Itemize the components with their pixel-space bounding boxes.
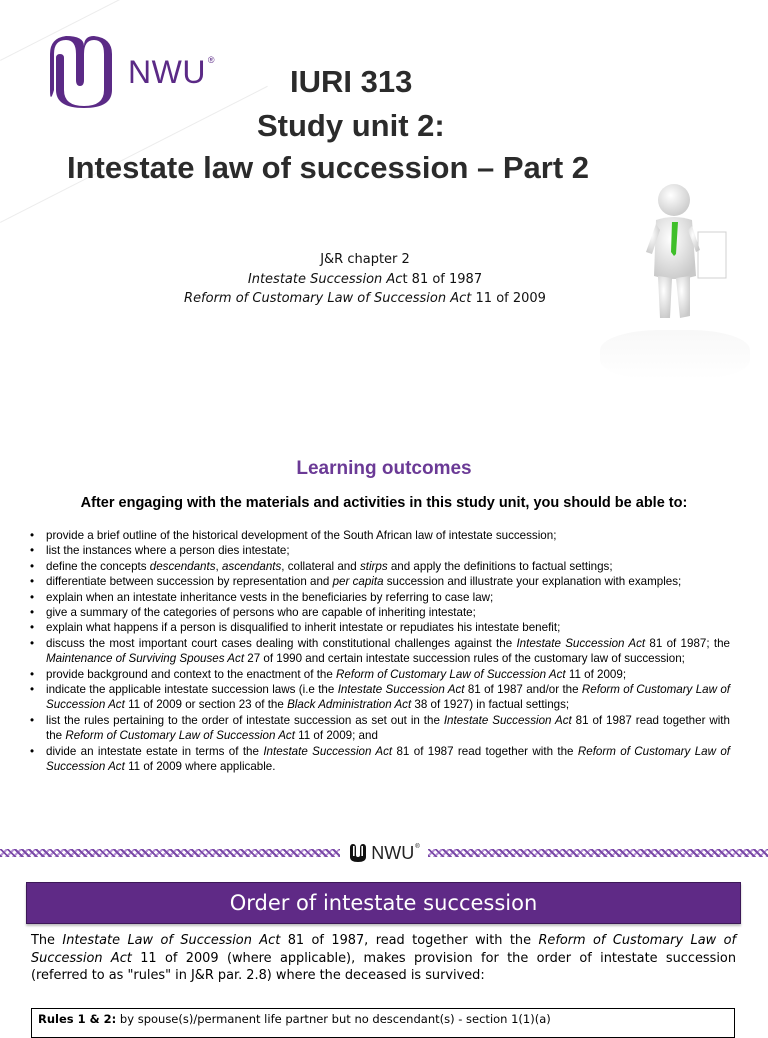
text-run: give a summary of the categories of persons who are capable of inheriting intestate; [46,606,476,620]
text-run: 81 of 1987 read together with the [46,713,730,743]
learning-outcome-item [30,528,730,543]
text-run: differentiate between succession by representation and [46,575,333,589]
learning-outcome-item [30,543,730,558]
nwu-logo [46,34,215,110]
divider-pattern-right [428,849,768,857]
text-run: 38 of 1927) in factual settings; [411,698,570,712]
italic-text: Black Administration Act [287,698,412,712]
text-run: 11 of 2009 where applicable. [124,760,276,774]
italic-text: per capita [332,575,384,589]
italic-text: ascendants [221,559,282,573]
rule-text: by spouse(s)/permanent life partner but no descendant(s) - section 1(1)(a) [116,1012,551,1026]
nwu-wordmark: NWU [128,53,206,90]
learning-outcome-item [30,667,730,682]
divider-wordmark: NWU [371,842,415,863]
text-run: list the instances where a person dies intestate; [46,544,290,558]
intro-paragraph [31,932,736,985]
text-run: 11 of 2009; and [294,729,378,743]
figure-reflection [600,330,750,380]
learning-outcomes-list [30,528,730,775]
text-run: 11 of 2009 or section 23 of the [124,698,288,712]
italic-text: Reform of Customary Law of Succession Act [31,933,736,966]
learning-outcome-item [30,636,730,667]
text-run: indicate the applicable intestate succession laws (i.e the [46,683,338,697]
source-line-1: J&R chapter 2 [320,252,410,267]
learning-outcome-item [30,682,730,713]
learning-outcome-item [30,713,730,744]
text-run: define the concepts [46,559,150,573]
title-slide [0,0,768,420]
nwu-logo-mark-icon [46,34,122,110]
source-line-2: Intestate Succession Act 81 of 1987 [247,272,483,287]
rule-box [31,1008,735,1038]
page-divider [0,842,768,864]
text-run: 11 of 2009 (where applicable), makes provision for the order of intestate succession (referred to as "rules" in J&R par. 2.8) where the deceased is survived: [31,950,736,983]
section-banner [26,882,741,924]
italic-text: Intestate Succession Act [443,713,572,727]
learning-outcome-item [30,559,730,574]
text-run: and apply the definitions to factual settings; [387,559,613,573]
text-run: explain what happens if a person is disqualified to inherit intestate or repudiates his intestate benefit; [46,621,561,635]
text-run: 81 of 1987 and/or the [464,683,582,697]
text-run: divide an intestate estate in terms of the [46,744,264,758]
text-run: , collateral and [281,559,360,573]
italic-text: descendants [149,559,216,573]
registered-mark: ® [207,55,215,65]
divider-pattern-left [0,849,340,857]
banner-title: Order of intestate succession [229,891,538,915]
italic-text: stirps [359,559,388,573]
divider-logo [340,843,427,864]
text-run: succession and illustrate your explanation with examples; [383,575,682,589]
learning-outcome-item [30,574,730,589]
rule-label: Rules 1 & 2: [38,1012,117,1026]
learning-outcome-item [30,744,730,775]
italic-text: Intestate Succession Act [516,636,646,650]
italic-text: Intestate Succession Act [337,683,465,697]
nwu-logo-mark-icon [348,843,368,863]
presenter-figure-icon [634,180,730,330]
learning-outcome-item [30,605,730,620]
italic-text: Intestate Succession Act [263,744,393,758]
text-run: 81 of 1987, read together with the [280,933,539,948]
text-run: 81 of 1987; the [645,636,730,650]
text-run: explain when an intestate inheritance vests in the beneficiaries by referring to case law; [46,590,494,604]
text-run: , [215,559,222,573]
italic-text: Reform of Customary Law of Succession Act [46,744,730,774]
topic-title: Intestate law of succession – Part 2 [67,150,590,185]
italic-text: Reform of Customary Law of Succession Act [65,729,295,743]
learning-outcomes-intro: After engaging with the materials and activities in this study unit, you should be able to: [80,495,688,511]
source-line-3: Reform of Customary Law of Succession Act 11 of 2009 [184,291,546,306]
italic-text: Maintenance of Surviving Spouses Act [46,652,245,666]
italic-text: Intestate Law of Succession Act [62,933,281,948]
text-run: provide background and context to the enactment of the [46,667,337,681]
learning-outcomes-title: Learning outcomes [296,458,472,479]
learning-outcome-item [30,620,730,635]
divider-registered-mark: ® [415,844,420,850]
text-run: list the rules pertaining to the order of intestate succession as set out in the [46,713,444,727]
text-run: 27 of 1990 and certain intestate succession rules of the customary law of succession; [244,652,685,666]
text-run: 81 of 1987 read together with the [392,744,578,758]
italic-text: Reform of Customary Law of Succession Act [336,667,566,681]
learning-outcome-item [30,590,730,605]
course-code: IURI 313 [290,64,413,99]
text-run: provide a brief outline of the historical development of the South African law of intestate succession; [46,529,557,542]
text-run: 11 of 2009; [565,667,627,681]
text-run: The [31,933,63,948]
text-run: discuss the most important court cases dealing with constitutional challenges against the [46,636,517,650]
study-unit-title: Study unit 2: [257,108,445,143]
italic-text: Reform of Customary Law of Succession Act [46,683,730,712]
